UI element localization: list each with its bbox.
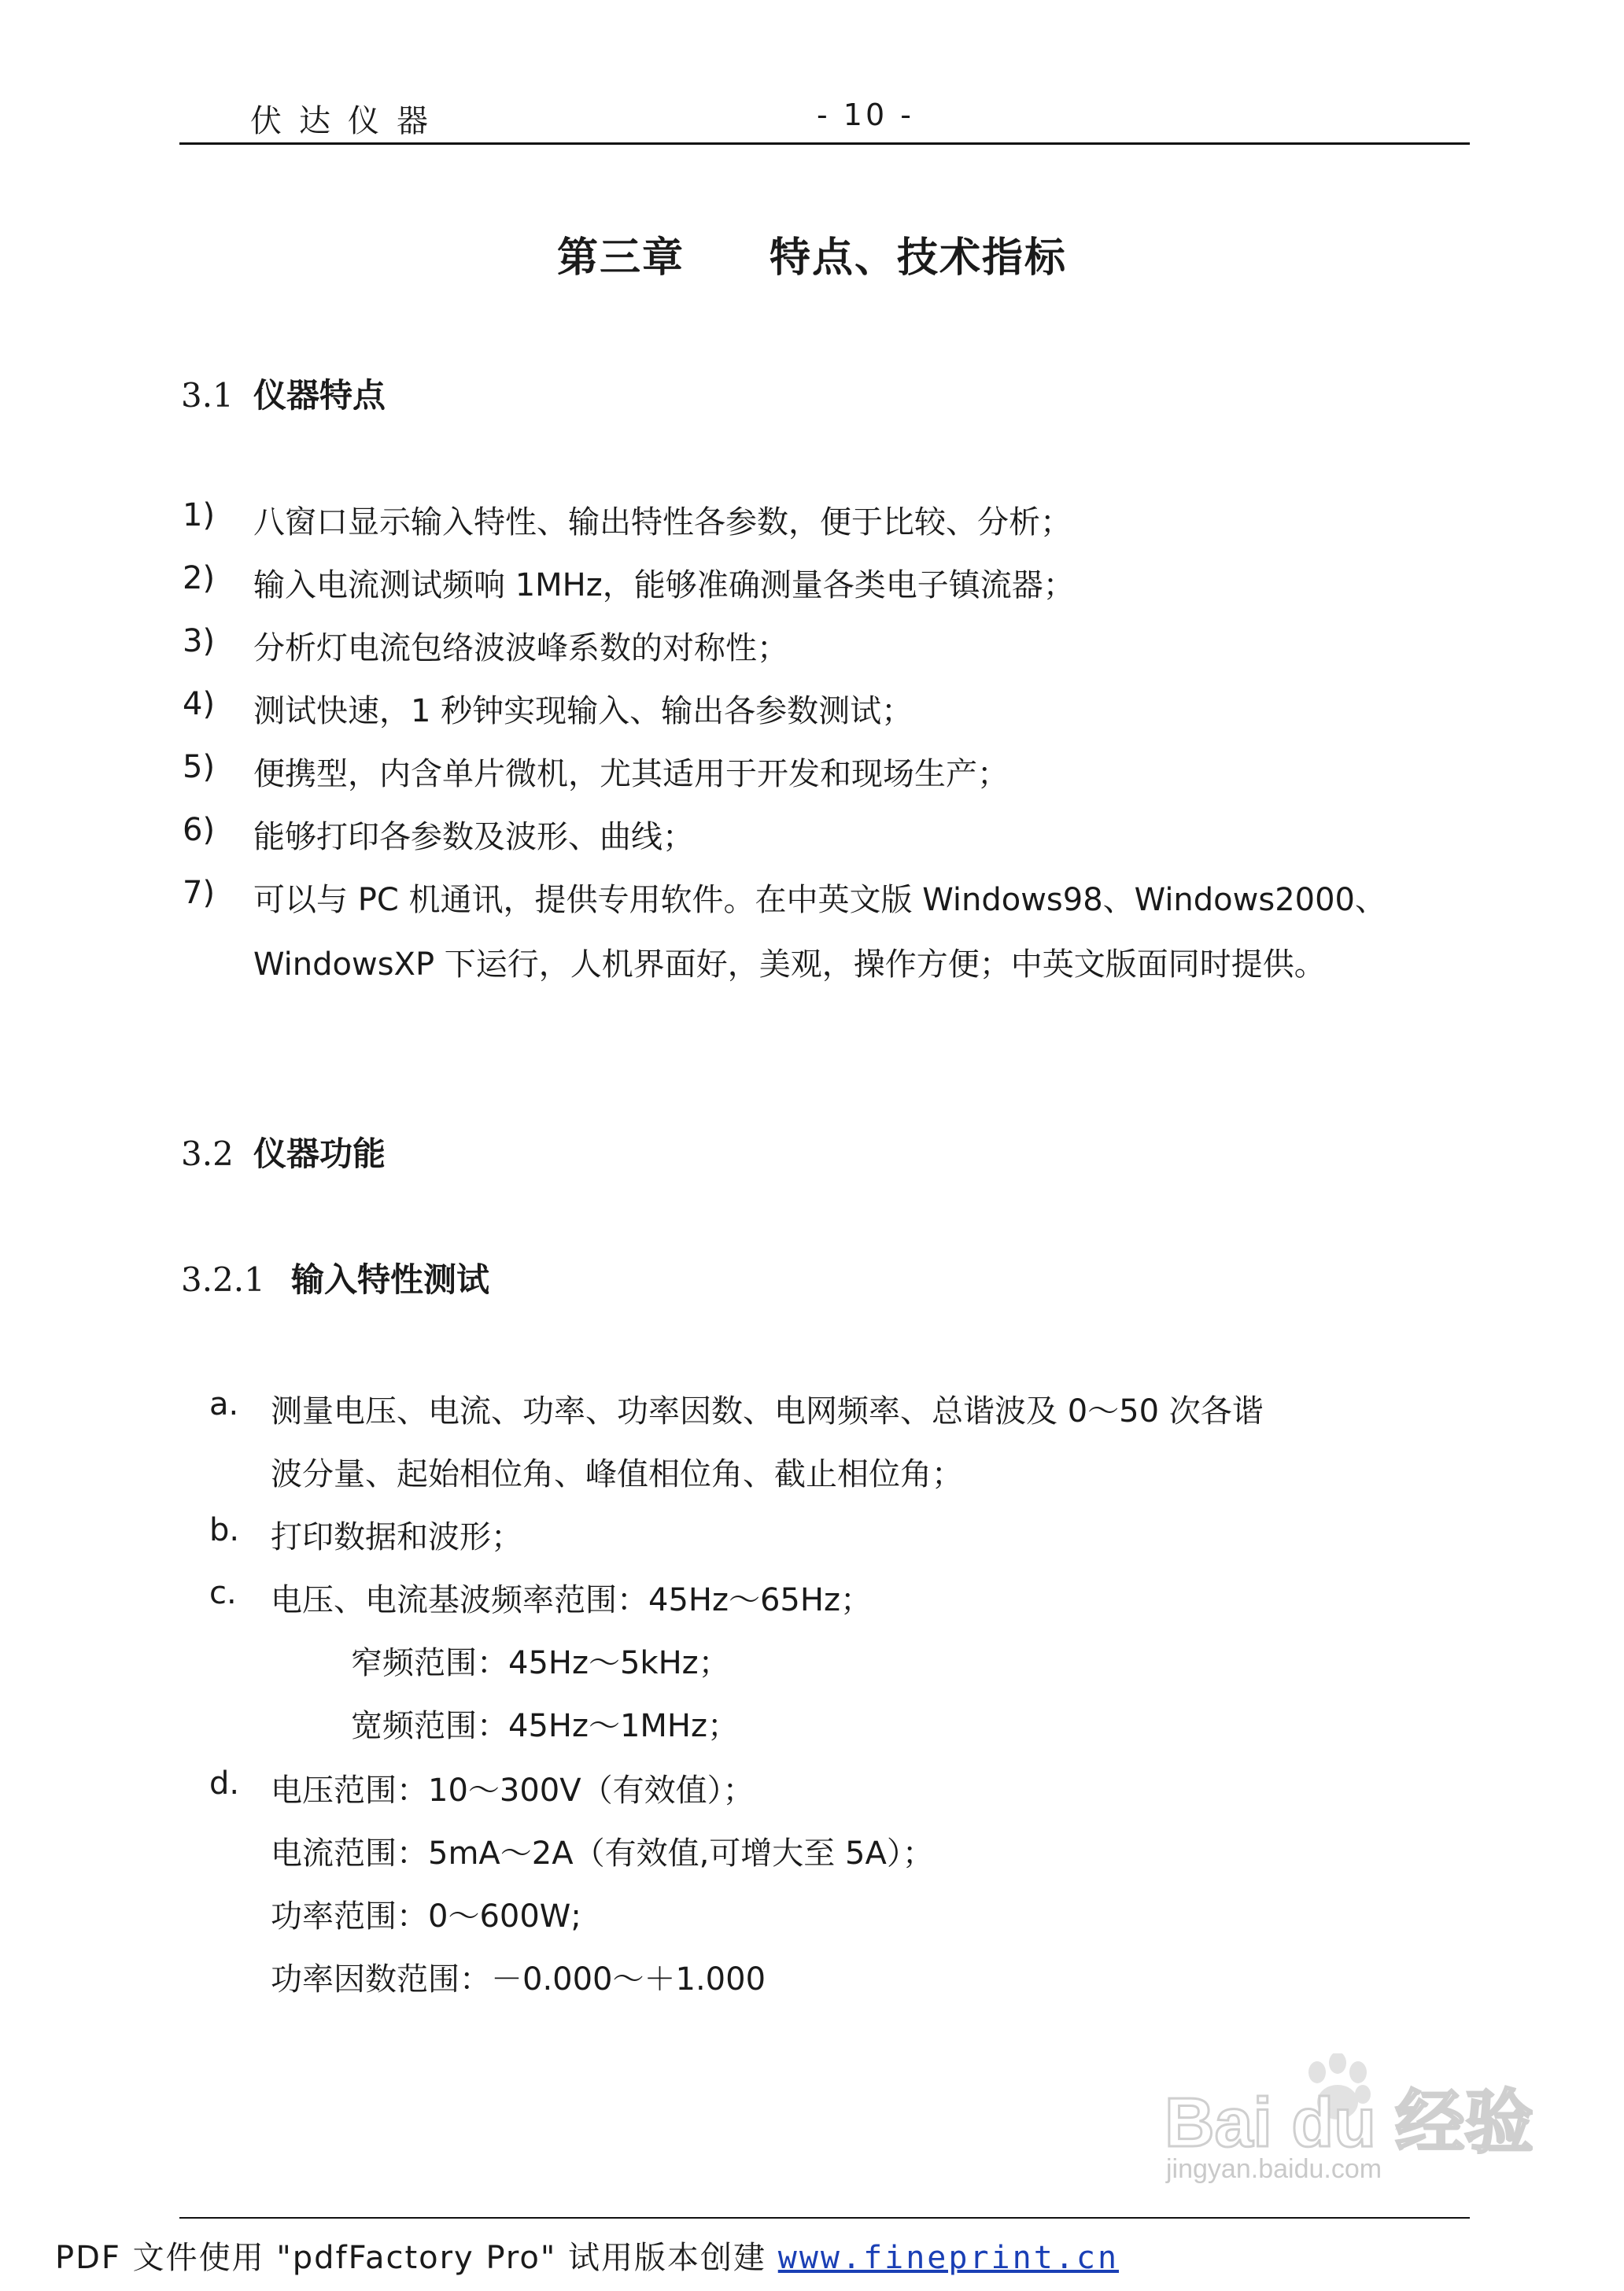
footer-note — [55, 2233, 1119, 2278]
list-item-label: 5) — [183, 749, 216, 785]
list-item-text: 可以与 PC 机通讯，提供专用软件。在中英文版 Windows98、Windows2000、 — [253, 882, 1386, 918]
list-item-text: 能够打印各参数及波形、曲线； — [253, 819, 694, 855]
list-item — [209, 1765, 755, 1810]
list-item-label: 6) — [183, 812, 216, 848]
list-item-label: a. — [209, 1386, 239, 1422]
list-item — [209, 1512, 522, 1557]
list-item-text: 电压范围：10～300V（有效值）； — [271, 1773, 755, 1809]
list-item-label: d. — [209, 1765, 240, 1802]
list-item — [183, 812, 694, 857]
list-item — [209, 1575, 872, 1620]
list-item-label: c. — [209, 1575, 237, 1611]
list-item — [183, 623, 788, 668]
watermark-brand-text: Bai du 经验 — [1164, 2083, 1533, 2156]
header-company: 伏达仪器 — [250, 103, 445, 139]
sub-line: 功率因数范围：－0.000～＋1.000 — [271, 1961, 766, 1998]
section-number: 3.1 — [181, 376, 234, 415]
list-item-continuation: WindowsXP 下运行，人机界面好，美观，操作方便；中英文版面同时提供。 — [253, 946, 1326, 983]
sub-line: 功率范围：0～600W; — [271, 1898, 581, 1935]
list-item-label: b. — [209, 1512, 240, 1548]
list-item — [183, 686, 913, 731]
sub-line: 宽频范围：45Hz～1MHz； — [351, 1708, 740, 1744]
list-item-text: 电压、电流基波频率范围：45Hz～65Hz； — [271, 1582, 872, 1618]
list-item-text: 打印数据和波形； — [271, 1519, 522, 1555]
section-title: 仪器特点 — [253, 376, 386, 415]
section-3-2-heading — [181, 1128, 386, 1175]
footer-divider — [179, 2217, 1470, 2219]
sub-line: 电流范围：5mA～2A（有效值,可增大至 5A）； — [271, 1835, 934, 1872]
list-item — [183, 497, 1072, 542]
list-item — [183, 560, 1075, 605]
list-item-text: 测试快速，1 秒钟实现输入、输出各参数测试； — [253, 693, 914, 729]
list-item-label: 3) — [183, 623, 216, 659]
footer-text: PDF 文件使用 "pdfFactory Pro" 试用版本创建 — [55, 2240, 778, 2276]
list-item-label: 7) — [183, 875, 216, 911]
baidu-watermark — [1163, 2053, 1533, 2159]
section-title: 仪器功能 — [253, 1134, 386, 1173]
section-3-1-heading — [181, 370, 386, 417]
list-item-label: 4) — [183, 686, 216, 722]
list-item — [183, 749, 1009, 794]
header-divider — [179, 142, 1470, 145]
watermark-url: jingyan.baidu.com — [1166, 2154, 1382, 2184]
list-item — [209, 1386, 1264, 1431]
section-3-2-1-heading — [181, 1254, 489, 1301]
list-item-label: 1) — [183, 497, 216, 533]
section-number: 3.2 — [181, 1134, 234, 1173]
sub-line: 窄频范围：45Hz～5kHz； — [351, 1645, 730, 1681]
list-item-label: 2) — [183, 560, 216, 596]
list-item — [183, 875, 1386, 920]
chapter-title: 第三章 特点、技术指标 — [556, 234, 1067, 282]
list-item-text: 便携型，内含单片微机，尤其适用于开发和现场生产； — [253, 756, 1009, 792]
list-item-text: 八窗口显示输入特性、输出特性各参数，便于比较、分析； — [253, 504, 1072, 540]
list-item-continuation: 波分量、起始相位角、峰值相位角、截止相位角； — [271, 1456, 963, 1492]
footer-link[interactable]: www.fineprint.cn — [777, 2240, 1120, 2276]
section-number: 3.2.1 — [181, 1260, 265, 1299]
section-title: 输入特性测试 — [291, 1260, 490, 1299]
list-item-text: 输入电流测试频响 1MHz，能够准确测量各类电子镇流器； — [253, 567, 1075, 603]
list-item-text: 分析灯电流包络波波峰系数的对称性； — [253, 630, 788, 666]
header-page-number: - 10 - — [817, 98, 914, 132]
baidu-paw-logo-icon — [1163, 2053, 1533, 2156]
list-item-text: 测量电压、电流、功率、功率因数、电网频率、总谐波及 0～50 次各谐 — [271, 1393, 1264, 1430]
